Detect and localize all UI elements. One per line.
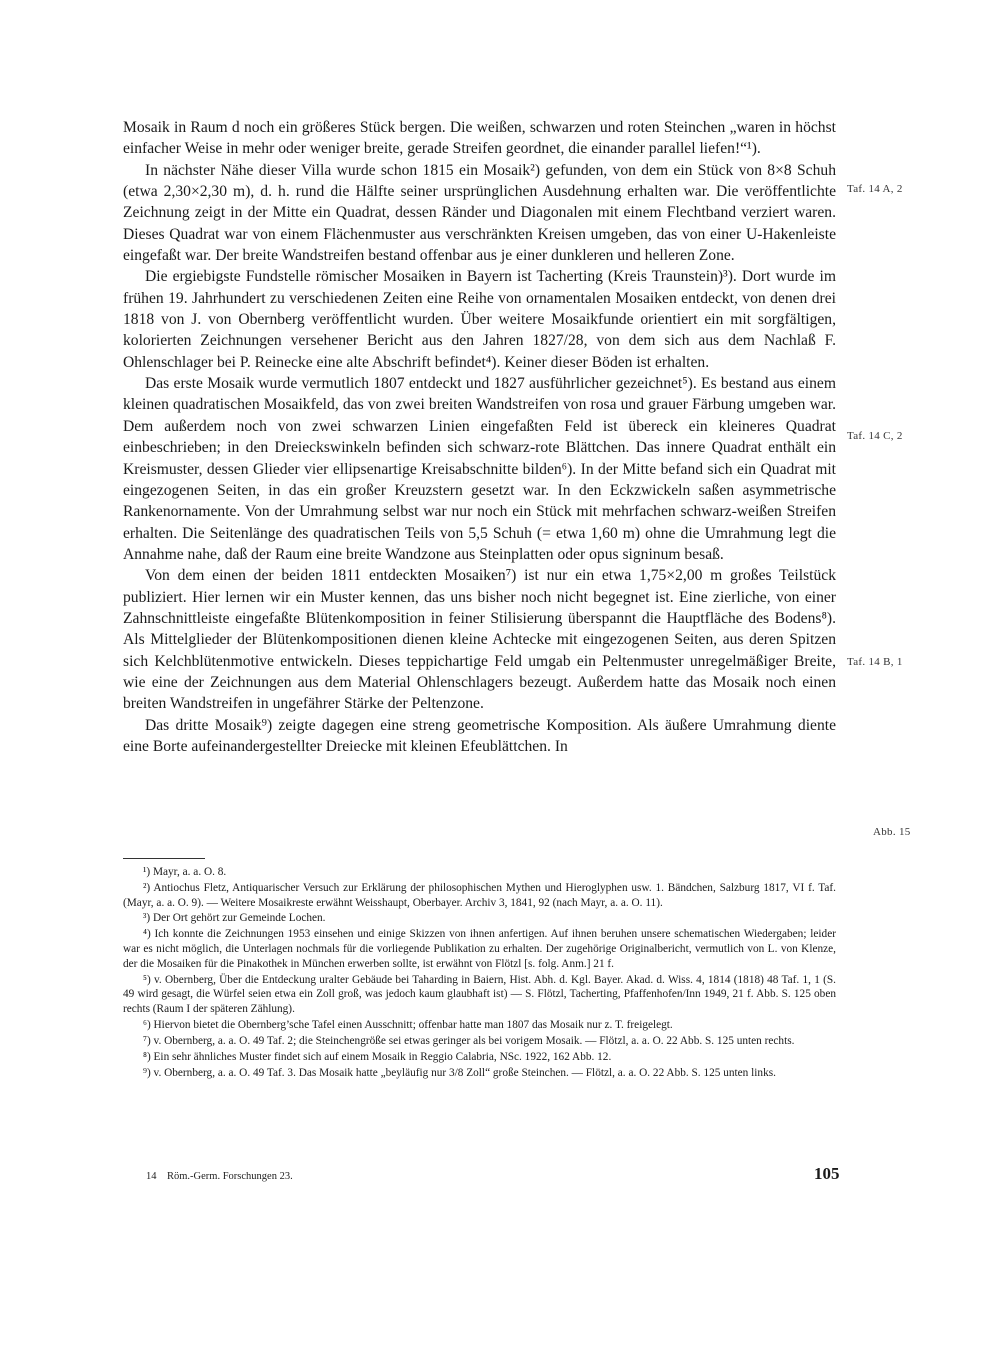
printer-signature: 14 Röm.-Germ. Forschungen 23. — [146, 1171, 293, 1182]
margin-note: Taf. 14 A, 2 — [847, 183, 903, 195]
footnotes — [123, 865, 836, 1082]
paragraph: Das erste Mosaik wurde vermutlich 1807 entdeckt und 1827 ausführlicher gezeichnet⁵). Es bestand aus einem kleinen quadratischen Mosaikfeld, das von zwei breiten Wandstreifen von rosa und grauer Färbung umgeben war. Dem außerdem noch von zwei schwarzen Linien eingefaßten Feld ist übereck ein kleineres Quadrat einbeschrieben; in den Dreieckswinkeln befinden sich schwarz-rote Blättchen. Das innere Quadrat enthält ein Kreismuster, dessen Glieder vier ellipsenartige Kreisabschnitte bilden⁶). In der Mitte befand sich ein Quadrat mit eingezogenen Seiten, in das ein großer Kreuzstern gesetzt war. In den Eckzwickeln saßen asymmetrische Rankenornamente. Von der Umrahmung selbst war nur noch ein Stück mit mehrfachen schwarz-weißen Streifen erhalten. Die Seitenlänge des quadratischen Teils von 5,5 Schuh (= etwa 1,60 m) ohne die Umrahmung legt die Annahme nahe, daß der Raum eine breite Wandzone aus Steinplatten oder opus signinum besaß. — [123, 375, 836, 563]
margin-note: Taf. 14 B, 1 — [847, 656, 903, 668]
main-text — [123, 117, 836, 757]
footnote: ⁶) Hiervon bietet die Obernberg’sche Tafel einen Ausschnitt; offenbar hatte man 1807 das Mosaik nur z. T. freigelegt. — [143, 1018, 673, 1031]
footnote: ³) Der Ort gehört zur Gemeinde Lochen. — [143, 912, 326, 925]
footnote: ²) Antiochus Fletz, Antiquarischer Versuch zur Erklärung der philosophischen Mythen und Hieroglyphen usw. 1. Bändchen, Salzburg 1817, VI f. Taf. (Mayr, a. a. O. 9). — Weitere Mosaikreste erwähnt Weisshaupt, Oberbayer. Archiv 3, 1841, 92 (nach Mayr, a. a. O. 11). — [123, 881, 836, 909]
footnote: ⁵) v. Obernberg, Über die Entdeckung uralter Gebäude bei Taharding in Baiern, Hist. Abh. d. Kgl. Bayer. Akad. d. Wiss. 4, 1814 (1818) 48 Taf. 1, 1 (S. 49 wird gesagt, die Würfel seien etwa ein Zoll groß, was jedoch kaum glaubhaft ist) — S. Flötzl, Tacherting, Pfaffenhofen/Inn 1949, 21 f. Abb. S. 125 oben rechts (Raum I der späteren Zählung). — [123, 973, 836, 1016]
footnote-divider — [123, 858, 205, 859]
footnote: ⁴) Ich konnte die Zeichnungen 1953 einsehen und einige Skizzen von ihnen anfertigen. Auf ihnen beruhen unsere schematischen Wiedergaben; leider war es nicht möglich, die Unterlagen nochmals für die vorliegende Publikation zu erhalten. Der zugehörige Originalbericht, vermutlich von L. von Klenze, der die Mosaiken für die Pinakothek in München erwerben sollte, ist erwähnt von Flötzl [s. folg. Anm.] 21 f. — [123, 928, 836, 970]
paragraph: Die ergiebigste Fundstelle römischer Mosaiken in Bayern ist Tacherting (Kreis Traunstein)³). Dort wurde im frühen 19. Jahrhundert zu verschiedenen Zeiten eine Reihe von ornamentalen Mosaiken entdeckt, von denen drei 1818 von J. von Obernberg veröffentlicht wurden. Über weitere Mosaikfunde orientiert ein mit sorgfältigen, kolorierten Zeichnungen versehener Bericht aus den Jahren 1827/28, von dem sich aus dem Nachlaß F. Ohlenschlager bei P. Reinecke eine alte Abschrift befindet⁴). Keiner dieser Böden ist erhalten. — [123, 268, 836, 371]
footnote: ¹) Mayr, a. a. O. 8. — [143, 866, 227, 878]
paragraph: Von dem einen der beiden 1811 entdeckten Mosaiken⁷) ist nur ein etwa 1,75×2,00 m großes Teilstück publiziert. Hier lernen wir ein Muster kennen, das uns bisher noch nicht begegnet ist. Eine zierliche, von einer Zahnschnittleiste eingefaßte Blütenkomposition in feiner Stilisierung überspannt die Hauptfläche des Bodens⁸). Als Mittelglieder der Blütenkompositionen dienen kleine Achtecke mit eingezogenen Seiten, aus deren Spitzen sich Kelchblütenmotive entwickeln. Dieses teppichartige Feld umgab ein Peltenmuster unregelmäßiger Breite, wie eine der Zeichnungen aus dem Material Ohlenschlagers bezeugt. Außerdem hatte das Mosaik noch einen breiten Wandstreifen in ungefährer Stärke der Peltenzone. — [123, 567, 836, 713]
margin-note: Abb. 15 — [873, 826, 911, 838]
margin-note: Taf. 14 C, 2 — [847, 430, 903, 442]
footnote: ⁷) v. Obernberg, a. a. O. 49 Taf. 2; die Steinchengröße sei etwas geringer als bei vorigem Mosaik. — Flötzl, a. a. O. 22 Abb. S. 125 unten rechts. — [143, 1034, 795, 1047]
footnote: ⁸) Ein sehr ähnliches Muster findet sich auf einem Mosaik in Reggio Calabria, NSc. 1922, 162 Abb. 12. — [143, 1050, 612, 1063]
paragraph: In nächster Nähe dieser Villa wurde schon 1815 ein Mosaik²) gefunden, von dem ein Stück von 8×8 Schuh (etwa 2,30×2,30 m), d. h. rund die Hälfte seiner ursprünglichen Ausdehnung erhalten war. Die veröffentlichte Zeichnung zeigt in der Mitte ein Quadrat, dessen Ränder und Diagonalen mit einem Flechtband verziert waren. Dieses Quadrat war von einem Flächenmuster aus verschränkten Kreisen umgeben, das von einer U-Hakenleiste eingefaßt war. Der breite Wandstreifen bestand offenbar aus je einer dunkleren und helleren Zone. — [123, 161, 836, 265]
paragraph: Das dritte Mosaik⁹) zeigte dagegen eine streng geometrische Komposition. Als äußere Umrahmung diente eine Borte aufeinandergestellter Dreiecke mit kleinen Efeublättchen. In — [123, 716, 836, 755]
page-number: 105 — [814, 1164, 840, 1183]
paragraph: Mosaik in Raum d noch ein größeres Stück bergen. Die weißen, schwarzen und roten Steinchen „waren in höchst einfacher Weise in mehr oder weniger breite, gerade Streifen geordnet, die einander parallel liefen!“¹). — [123, 119, 836, 158]
footnote: ⁹) v. Obernberg, a. a. O. 49 Taf. 3. Das Mosaik hatte „beyläufig nur 3/8 Zoll“ große Steinchen. — Flötzl, a. a. O. 22 Abb. S. 125 unten links. — [143, 1066, 776, 1079]
